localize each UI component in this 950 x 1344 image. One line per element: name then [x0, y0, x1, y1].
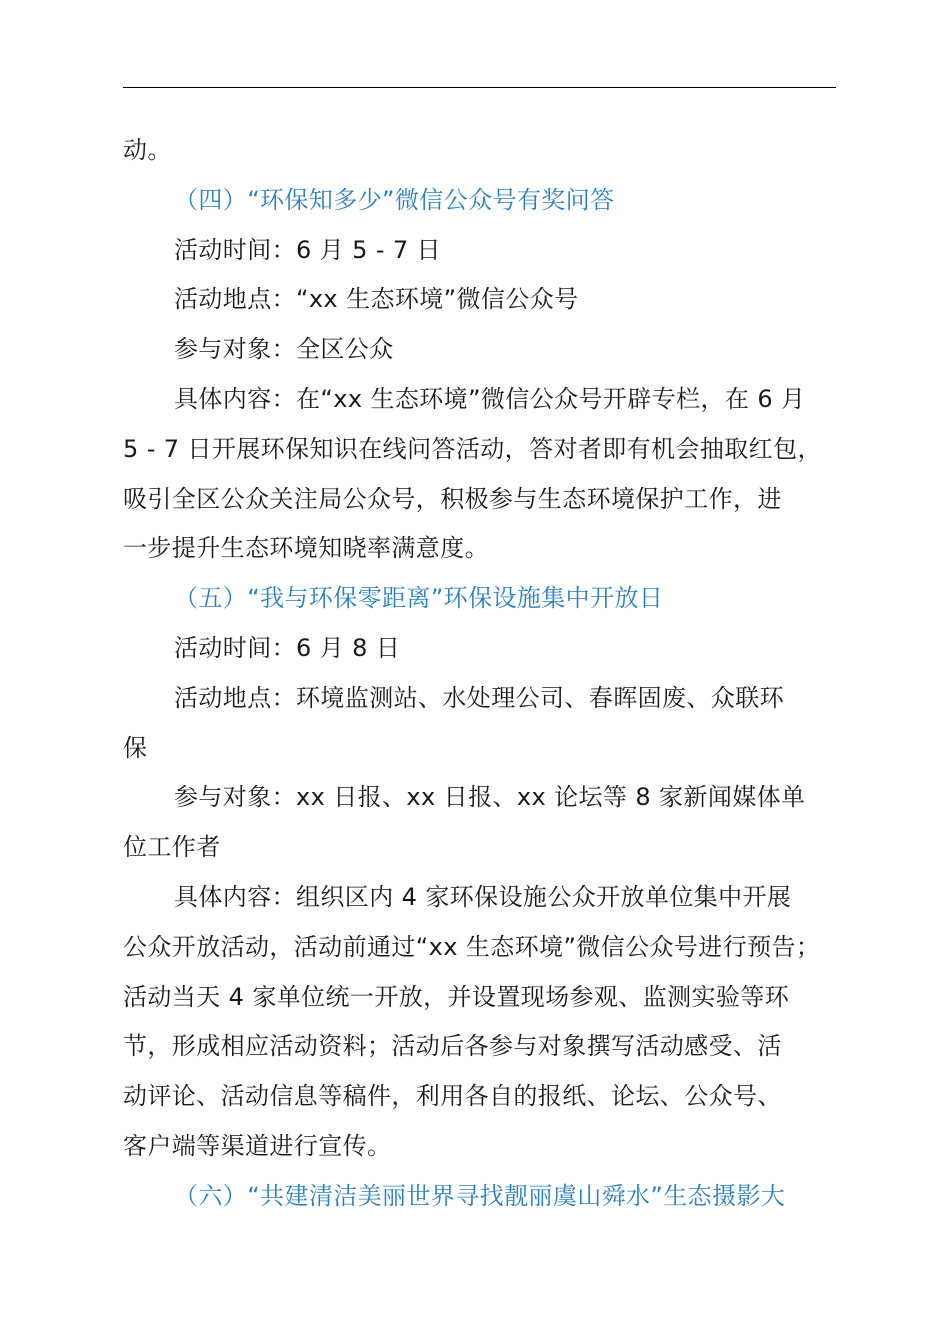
text-line: 具体内容：组织区内 4 家环保设施公众开放单位集中开展	[174, 882, 792, 911]
text-line: 一步提升生态环境知晓率满意度。	[123, 534, 489, 563]
text-line: 参与对象：xx 日报、xx 日报、xx 论坛等 8 家新闻媒体单	[174, 783, 806, 812]
section-heading: （四）“环保知多少”微信公众号有奖问答	[174, 185, 615, 214]
text-line: 公众开放活动，活动前通过“xx 生态环境”微信公众号进行预告；	[123, 932, 821, 961]
text-line: 活动时间：6 月 5 - 7 日	[174, 235, 442, 264]
text-line: 活动当天 4 家单位统一开放，并设置现场参观、监测实验等环	[123, 982, 790, 1011]
text-line: 具体内容：在“xx 生态环境”微信公众号开辟专栏，在 6 月	[174, 384, 806, 413]
text-line: 5 - 7 日开展环保知识在线问答活动，答对者即有机会抽取红包，	[123, 434, 822, 463]
text-line: 节，形成相应活动资料；活动后各参与对象撰写活动感受、活	[123, 1032, 782, 1061]
document-body	[123, 126, 836, 1222]
text-line: 保	[123, 733, 148, 762]
text-line: 参与对象：全区公众	[174, 335, 394, 364]
text-line: 动。	[123, 136, 172, 164]
text-line: 位工作者	[123, 833, 221, 862]
text-line: 动评论、活动信息等稿件，利用各自的报纸、论坛、公众号、	[123, 1082, 782, 1111]
text-line: 客户端等渠道进行宣传。	[123, 1131, 392, 1160]
text-line: 活动地点：“xx 生态环境”微信公众号	[174, 285, 579, 314]
header-rule	[123, 87, 836, 88]
text-line: 活动时间：6 月 8 日	[174, 633, 401, 662]
section-heading: （五）“我与环保零距离”环保设施集中开放日	[174, 584, 664, 613]
text-line: 吸引全区公众关注局公众号，积极参与生态环境保护工作，进	[123, 484, 782, 513]
text-line: 活动地点：环境监测站、水处理公司、春晖固废、众联环	[174, 683, 784, 712]
section-heading: （六）“共建清洁美丽世界寻找靓丽虞山舜水”生态摄影大	[174, 1181, 786, 1210]
